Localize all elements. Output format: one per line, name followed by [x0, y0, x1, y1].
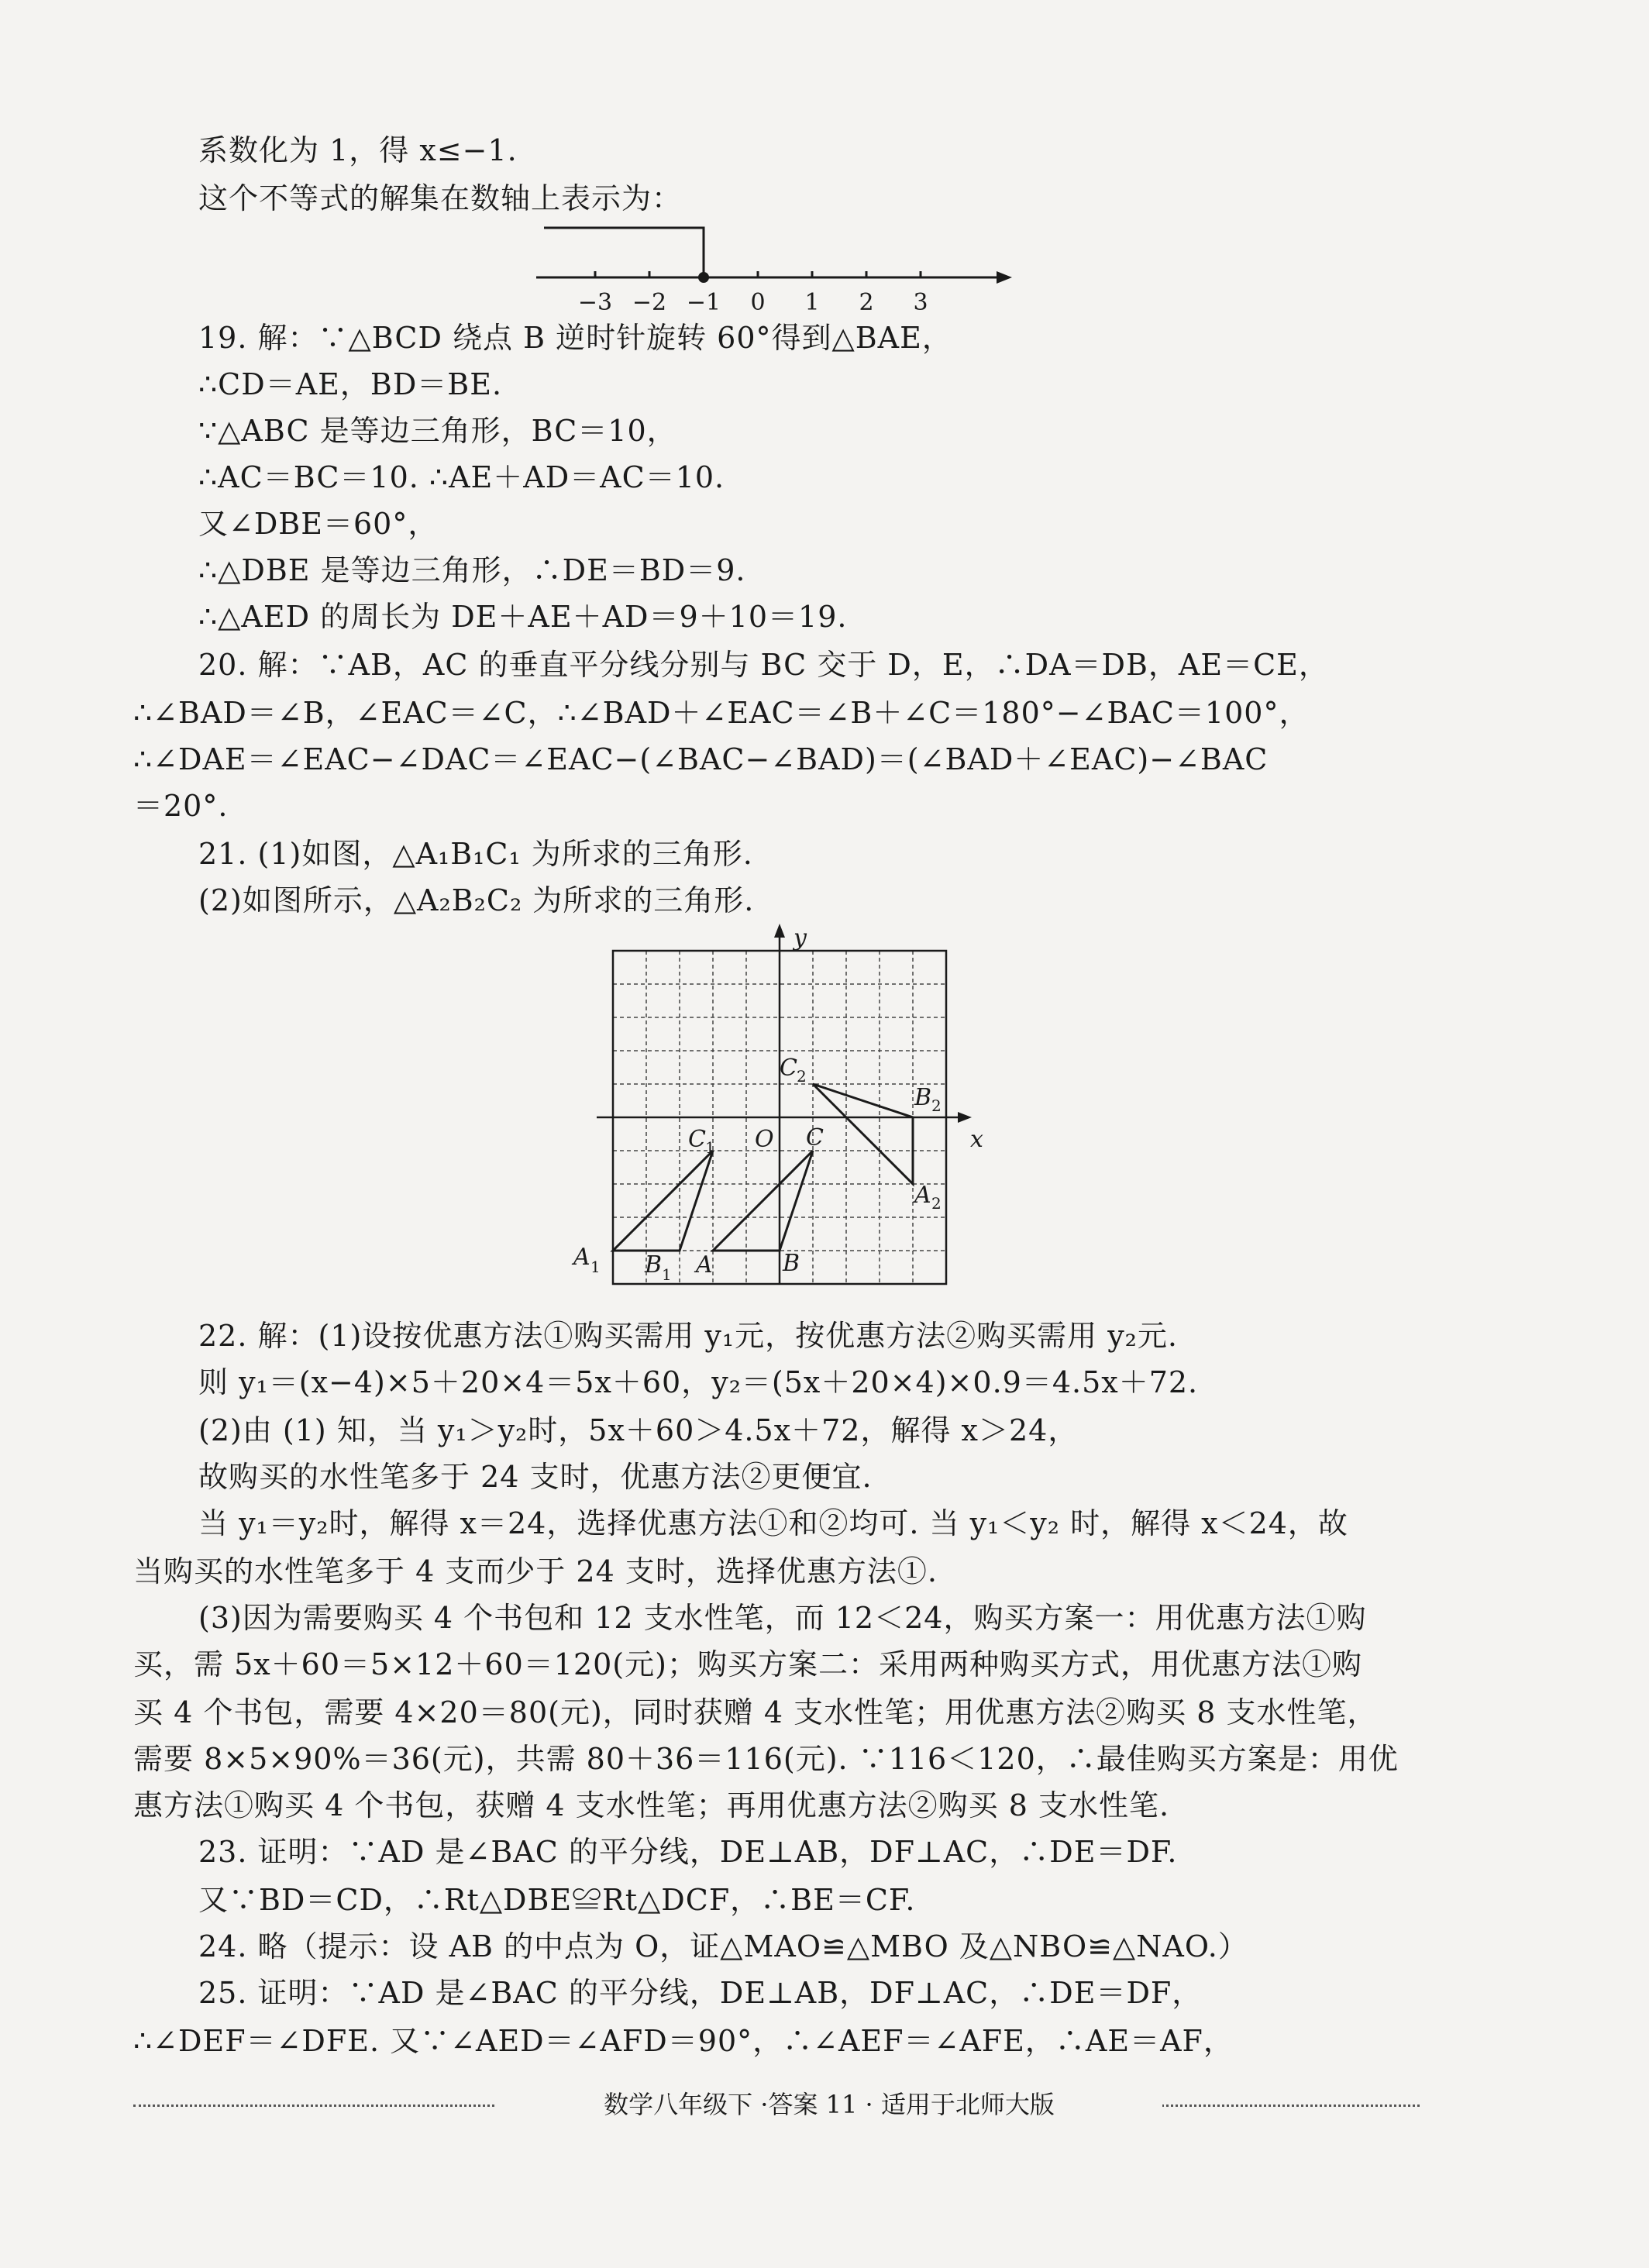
origin-label: O — [755, 1126, 774, 1153]
label-c2-sub: 2 — [797, 1067, 807, 1086]
text-line: 20. 解：∵AB，AC 的垂直平分线分别与 BC 交于 D，E，∴DA＝DB，AE＝CE， — [198, 648, 1329, 682]
tick-label: −2 — [632, 289, 667, 316]
text-line: 21. (1)如图，△A₁B₁C₁ 为所求的三角形. — [198, 837, 753, 871]
tick-label: 3 — [913, 289, 928, 316]
text-line: 25. 证明：∵AD 是∠BAC 的平分线，DE⊥AB，DF⊥AC，∴DE＝DF， — [198, 1976, 1203, 2010]
text-line: (2)如图所示，△A₂B₂C₂ 为所求的三角形. — [198, 883, 755, 917]
page-footer: 数学八年级下 ·答案 11 · 适用于北师大版 — [496, 2087, 1162, 2122]
text-line: 23. 证明：∵AD 是∠BAC 的平分线，DE⊥AB，DF⊥AC，∴DE＝DF. — [198, 1835, 1178, 1869]
label-c1-sub: 1 — [705, 1138, 715, 1157]
label-a2: A — [914, 1182, 931, 1209]
label-c2: C — [780, 1055, 797, 1082]
text-line: 则 y₁＝(x−4)×5＋20×4＝5x＋60，y₂＝(5x＋20×4)×0.9＝4.5x＋72. — [198, 1365, 1199, 1399]
label-c1: C — [688, 1126, 706, 1153]
text-line: ∴CD＝AE，BD＝BE. — [198, 367, 503, 401]
label-a1: A — [573, 1244, 590, 1271]
label-b2: B — [914, 1084, 932, 1111]
text-line: ∴∠BAD＝∠B，∠EAC＝∠C，∴∠BAD＋∠EAC＝∠B＋∠C＝180°−∠BAC＝100°， — [133, 696, 1310, 730]
text-line: (3)因为需要购买 4 个书包和 12 支水性笔，而 12＜24，购买方案一：用优惠方法①购 — [198, 1601, 1367, 1635]
label-a: A — [696, 1251, 713, 1279]
text-line: ∴△AED 的周长为 DE＋AE＋AD＝9＋10＝19. — [198, 600, 848, 634]
label-b1-sub: 1 — [662, 1265, 672, 1284]
x-axis-arrow-icon — [958, 1112, 972, 1123]
tick-label: −1 — [686, 289, 721, 316]
text-line: ∴△DBE 是等边三角形，∴DE＝BD＝9. — [198, 553, 746, 587]
axis-arrow-icon — [997, 271, 1012, 284]
tick-label: 0 — [750, 289, 766, 316]
text-line: ∴AC＝BC＝10. ∴AE＋AD＝AC＝10. — [198, 460, 725, 494]
text-line: 24. 略（提示：设 AB 的中点为 O，证△MAO≌△MBO 及△NBO≌△NAO.） — [198, 1929, 1248, 1963]
label-a1-sub: 1 — [590, 1258, 601, 1276]
tick-label: 2 — [859, 289, 874, 316]
text-line: ＝20°. — [133, 789, 229, 823]
triangle-a2b2c2 — [813, 1084, 913, 1184]
text-line: 19. 解：∵△BCD 绕点 B 逆时针旋转 60°得到△BAE， — [198, 321, 952, 355]
y-axis-arrow-icon — [774, 924, 785, 938]
text-line: 当 y₁＝y₂时，解得 x＝24，选择优惠方法①和②均可. 当 y₁＜y₂ 时，解得 x＜24，故 — [198, 1506, 1348, 1540]
text-line: 22. 解：(1)设按优惠方法①购买需用 y₁元，按优惠方法②购买需用 y₂元. — [198, 1319, 1178, 1353]
text-line: 买，需 5x＋60＝5×12＋60＝120(元)；购买方案二：采用两种购买方式，用优惠方法①购 — [133, 1647, 1362, 1681]
y-axis-label: y — [794, 924, 807, 952]
text-line: 又∵BD＝CD，∴Rt△DBE≌Rt△DCF，∴BE＝CF. — [198, 1883, 916, 1917]
label-b2-sub: 2 — [931, 1096, 942, 1115]
label-c: C — [806, 1124, 824, 1151]
tick-label: −3 — [577, 289, 613, 316]
text-line: 当购买的水性笔多于 4 支而少于 24 支时，选择优惠方法①. — [133, 1554, 938, 1588]
text-line: 买 4 个书包，需要 4×20＝80(元)，同时获赠 4 支水性笔；用优惠方法②购买 8 支水性笔， — [133, 1695, 1378, 1729]
text-line: ∵△ABC 是等边三角形，BC＝10， — [198, 414, 677, 448]
text-line: 需要 8×5×90%＝36(元)，共需 80＋36＝116(元). ∵116＜120，∴最佳购买方案是：用优 — [133, 1742, 1399, 1776]
text-line: (2)由 (1) 知，当 y₁＞y₂时，5x＋60＞4.5x＋72，解得 x＞24， — [198, 1413, 1079, 1447]
text-line: ∴∠DAE＝∠EAC−∠DAC＝∠EAC−(∠BAC−∠BAD)＝(∠BAD＋∠EAC)−∠BAC — [133, 742, 1269, 776]
triangle-a1b1c1 — [613, 1151, 713, 1251]
text-line: 系数化为 1，得 x≤−1. — [198, 133, 518, 167]
text-line: 又∠DBE＝60°， — [198, 507, 439, 541]
label-b1: B — [645, 1251, 663, 1279]
text-line: 惠方法①购买 4 个书包，获赠 4 支水性笔；再用优惠方法②购买 8 支水性笔. — [133, 1788, 1170, 1822]
text-line: ∴∠DEF＝∠DFE. 又∵∠AED＝∠AFD＝90°，∴∠AEF＝∠AFE，∴AE＝AF， — [133, 2024, 1234, 2058]
triangle-abc — [713, 1151, 813, 1251]
text-line: 这个不等式的解集在数轴上表示为： — [198, 181, 683, 215]
label-a2-sub: 2 — [931, 1194, 942, 1213]
number-line-figure — [527, 219, 1023, 319]
x-axis-label: x — [970, 1126, 983, 1153]
label-b: B — [783, 1250, 800, 1277]
coordinate-grid-figure — [573, 922, 983, 1286]
text-line: 故购买的水性笔多于 24 支时，优惠方法②更便宜. — [198, 1460, 873, 1494]
tick-label: 1 — [804, 289, 820, 316]
